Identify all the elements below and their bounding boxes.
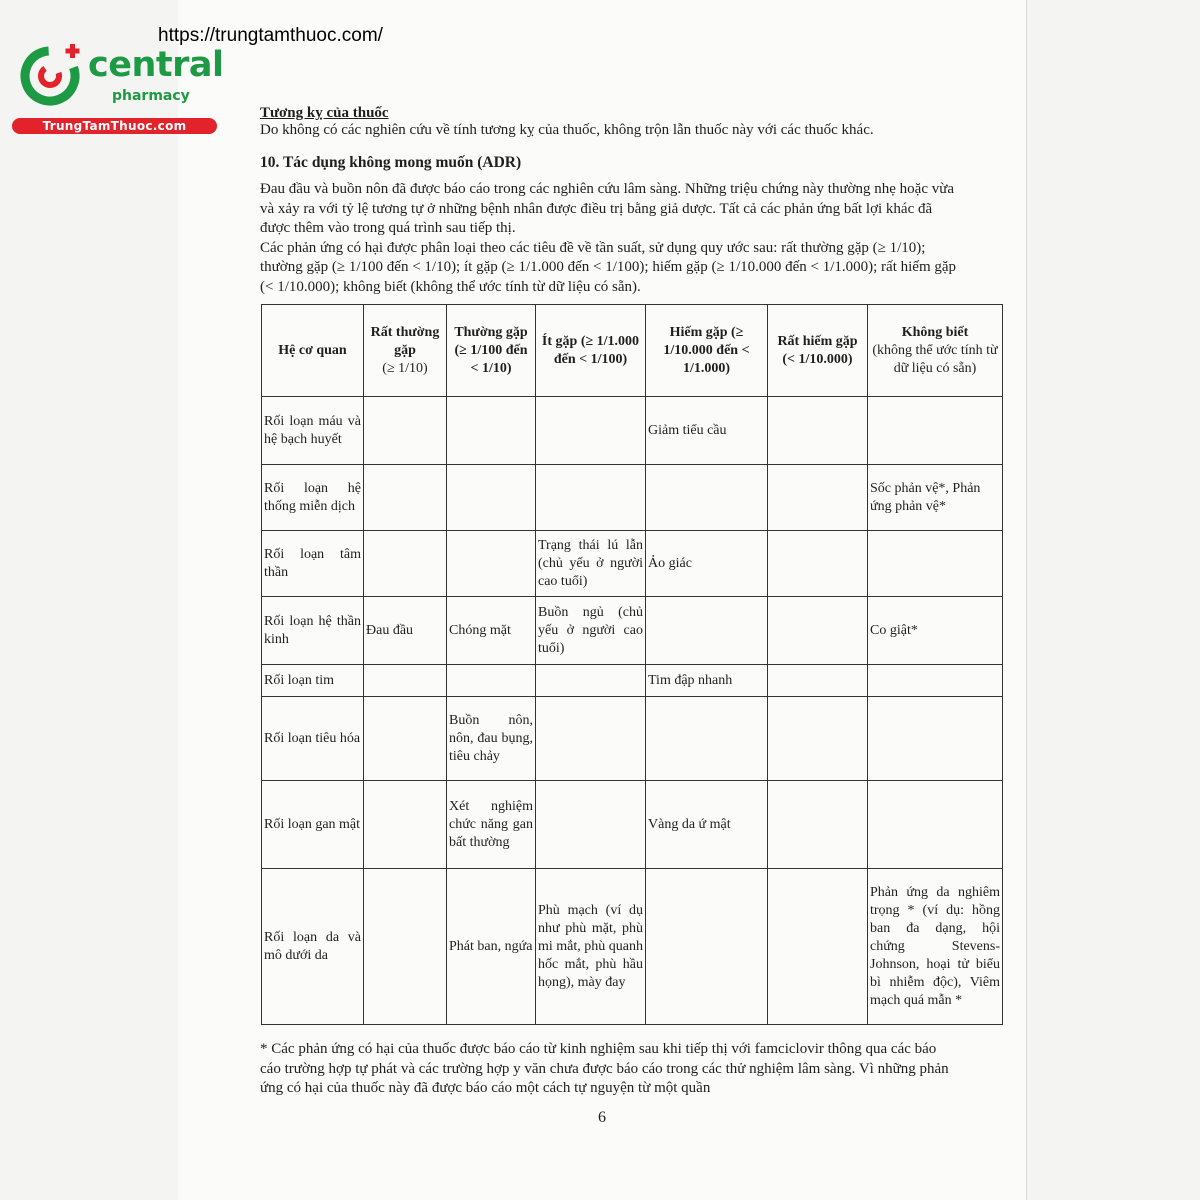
- table-cell: Phản ứng da nghiêm trọng * (ví dụ: hồng ban đa dạng, hội chứng Stevens-Johnson, hoại tử biểu bì nhiễm độc), Viêm mạch quá mẫn *: [868, 869, 1003, 1025]
- header-organ-system: Hệ cơ quan: [262, 305, 364, 397]
- header-rare: Hiếm gặp (≥ 1/10.000 đến < 1/1.000): [646, 305, 768, 397]
- table-cell: [868, 531, 1003, 597]
- logo-site-bar: TrungTamThuoc.com: [12, 118, 217, 134]
- table-cell: [364, 465, 447, 531]
- table-row: [262, 465, 1003, 531]
- table-cell: Xét nghiệm chức năng gan bất thường: [447, 781, 536, 869]
- adr-paragraph-2: Các phản ứng có hại được phân loại theo các tiêu đề về tần suất, sử dụng quy ước sau: rất thường gặp (≥ 1/10); thường gặp (≥ 1/100 đến < 1/10); ít gặp (≥ 1/1.000 đến < 1/100); hiếm gặp (≥ 1/10.000 đến < 1/1.000); rất hiếm gặp (< 1/10.000); không biết (không thể ước tính từ dữ liệu có sẵn).: [260, 239, 957, 295]
- logo-brand-text: central: [88, 45, 224, 85]
- table-row: [262, 597, 1003, 665]
- table-cell: [768, 465, 868, 531]
- header-very-common: Rất thường gặp (≥ 1/10): [364, 305, 447, 397]
- table-cell: Vàng da ứ mật: [646, 781, 768, 869]
- page-number: 6: [598, 1109, 606, 1126]
- table-cell: [364, 697, 447, 781]
- organ-cell: Rối loạn tiêu hóa: [262, 697, 364, 781]
- table-cell: [646, 597, 768, 665]
- table-row: [262, 531, 1003, 597]
- organ-cell: Rối loạn gan mật: [262, 781, 364, 869]
- adr-frequency-table: [261, 304, 1003, 1025]
- table-row: [262, 665, 1003, 697]
- table-cell: [646, 697, 768, 781]
- organ-cell: Rối loạn da và mô dưới da: [262, 869, 364, 1025]
- table-row: [262, 697, 1003, 781]
- table-cell: [447, 465, 536, 531]
- header-unknown: Không biết (không thể ước tính từ dữ liệu có sẵn): [868, 305, 1003, 397]
- table-cell: [364, 781, 447, 869]
- table-cell: Sốc phản vệ*, Phản ứng phản vệ*: [868, 465, 1003, 531]
- compat-heading: Tương kỵ của thuốc: [260, 105, 389, 121]
- table-row: [262, 869, 1003, 1025]
- table-cell: [364, 397, 447, 465]
- footnote-paragraph: * Các phản ứng có hại của thuốc được báo cáo từ kinh nghiệm sau khi tiếp thị với famciclovir thông qua các báo cáo trường hợp tự phát và các trường hợp y văn chưa được báo cáo trong các thử nghiệm lâm sàng. Vì những phản ứng có hại của thuốc này đã được báo cáo một cách tự nguyện từ một quần: [260, 1041, 949, 1096]
- adr-intro: [260, 180, 960, 297]
- table-cell: Phát ban, ngứa: [447, 869, 536, 1025]
- table-cell: Tim đập nhanh: [646, 665, 768, 697]
- logo-ring-icon: [18, 40, 86, 108]
- header-very-rare: Rất hiếm gặp (< 1/10.000): [768, 305, 868, 397]
- table-cell: [868, 781, 1003, 869]
- organ-cell: Rối loạn hệ thần kinh: [262, 597, 364, 665]
- table-cell: Phù mạch (ví dụ như phù mặt, phù mi mắt, phù quanh hốc mắt, phù hầu họng), mày đay: [536, 869, 646, 1025]
- table-cell: [447, 531, 536, 597]
- table-cell: Buồn ngủ (chủ yếu ở người cao tuổi): [536, 597, 646, 665]
- table-cell: Chóng mặt: [447, 597, 536, 665]
- table-cell: [768, 397, 868, 465]
- table-cell: [536, 465, 646, 531]
- pharmacy-logo: [8, 36, 224, 136]
- table-cell: [868, 665, 1003, 697]
- organ-cell: Rối loạn tâm thần: [262, 531, 364, 597]
- table-cell: [646, 869, 768, 1025]
- table-cell: [447, 665, 536, 697]
- table-cell: [364, 869, 447, 1025]
- table-cell: [536, 397, 646, 465]
- compat-paragraph: Do không có các nghiên cứu về tính tương kỵ của thuốc, không trộn lẫn thuốc này với các thuốc khác.: [260, 122, 874, 138]
- adr-heading: 10. Tác dụng không mong muốn (ADR): [260, 154, 522, 171]
- table-cell: [536, 697, 646, 781]
- table-cell: Giảm tiểu cầu: [646, 397, 768, 465]
- table-cell: [868, 397, 1003, 465]
- table-cell: [768, 869, 868, 1025]
- table-cell: [364, 665, 447, 697]
- table-cell: [868, 697, 1003, 781]
- organ-cell: Rối loạn hệ thống miễn dịch: [262, 465, 364, 531]
- table-cell: Buồn nôn, nôn, đau bụng, tiêu chảy: [447, 697, 536, 781]
- table-row: [262, 781, 1003, 869]
- table-cell: Ảo giác: [646, 531, 768, 597]
- adr-paragraph-1: Đau đầu và buồn nôn đã được báo cáo trong các nghiên cứu lâm sàng. Những triệu chứng này thường nhẹ hoặc vừa và xảy ra với tỷ lệ tương tự ở những bệnh nhân được điều trị bằng giả dược. Tất cả các phản ứng bất lợi khác đã được thêm vào trong quá trình sau tiếp thị.: [260, 181, 955, 236]
- logo-sub-text: pharmacy: [112, 88, 190, 104]
- header-uncommon: Ít gặp (≥ 1/1.000 đến < 1/100): [536, 305, 646, 397]
- table-row: [262, 397, 1003, 465]
- table-cell: [768, 697, 868, 781]
- organ-cell: Rối loạn tim: [262, 665, 364, 697]
- table-cell: [447, 397, 536, 465]
- header-common: Thường gặp (≥ 1/100 đến < 1/10): [447, 305, 536, 397]
- table-header-row: [262, 305, 1003, 397]
- table-cell: [768, 597, 868, 665]
- table-cell: Trạng thái lú lẫn (chủ yếu ở người cao tuổi): [536, 531, 646, 597]
- table-cell: Đau đầu: [364, 597, 447, 665]
- table-cell: [768, 531, 868, 597]
- organ-cell: Rối loạn máu và hệ bạch huyết: [262, 397, 364, 465]
- table-cell: [536, 665, 646, 697]
- table-cell: Co giật*: [868, 597, 1003, 665]
- table-cell: [768, 781, 868, 869]
- table-cell: [646, 465, 768, 531]
- table-cell: [536, 781, 646, 869]
- table-cell: [364, 531, 447, 597]
- table-cell: [768, 665, 868, 697]
- adr-table-container: [261, 304, 1003, 1025]
- watermark-url: https://trungtamthuoc.com/: [158, 25, 383, 46]
